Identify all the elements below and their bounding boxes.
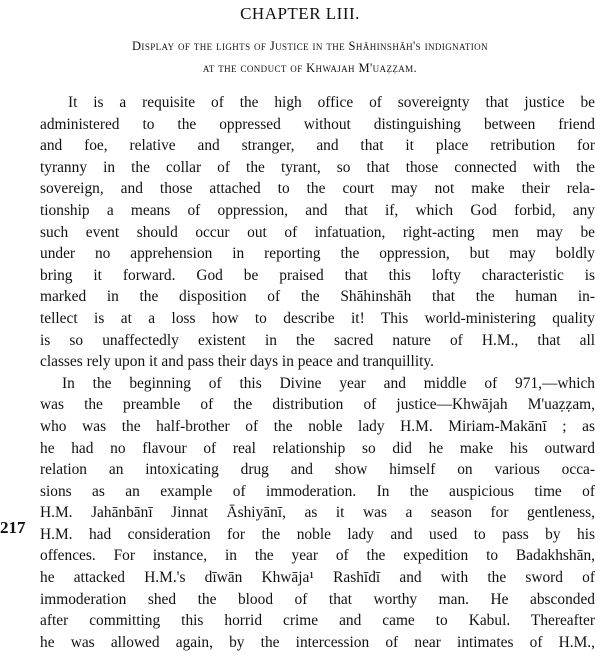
text-line: he attacked H.M.'s dīwān Khwāja¹ Rashīdī and with the sword of: [40, 569, 595, 587]
text-line: sions as an example of immoderation. In the auspicious time of: [40, 482, 595, 500]
text-line: bring it forward. God be praised that this lofty characteristic is: [40, 266, 595, 284]
text-line: he had no flavour of real relationship so did he make his outward: [40, 439, 595, 457]
chapter-heading-line-2: at the conduct of Khwajah M'uaẓẓam.: [202, 61, 418, 75]
text-line: H.M. Jahānbānī Jinnat Āshiyānī, as it was a season for gentleness,: [40, 504, 595, 522]
text-line: administered to the oppressed without distinguishing between friend: [40, 115, 595, 133]
text-line: tionship a means of oppression, and that if, which God forbid, any: [40, 201, 595, 219]
text-line: tellect is at a loss how to describe it! This world-ministering quality: [40, 309, 595, 327]
text-line: was the preamble of the distribution of justice—Khwājah M'uaẓẓam,: [40, 396, 595, 414]
text-line: marked in the disposition of the Shāhinshāh that the human in-: [40, 288, 595, 306]
text-line: It is a requisite of the high office of sovereignty that justice be: [68, 94, 595, 111]
body-text: [40, 92, 595, 653]
text-line: after committing this horrid crime and came to Kabul. Thereafter: [40, 612, 595, 630]
text-line: he was allowed again, by the intercession of near intimates of H.M.,: [40, 633, 595, 651]
text-line: such event should occur out of infatuation, right-acting men may be: [40, 223, 595, 241]
text-line: tyranny in the collar of the tyrant, so that those connected with the: [40, 158, 595, 176]
text-line: is so unaffectedly existent in the sacred nature of H.M., that all: [40, 331, 595, 349]
margin-page-number: 217: [0, 518, 26, 537]
text-line: relation an intoxicating drug and show himself on various occa-: [40, 461, 595, 479]
text-line: who was the half-brother of the noble lady H.M. Miriam-Makānī ; as: [40, 417, 595, 435]
text-line: In the beginning of this Divine year and middle of 971,—which: [62, 374, 595, 392]
chapter-heading-line-1: Display of the lights of Justice in the Shāhinshāh's indignation: [132, 39, 488, 53]
text-line: H.M. had consideration for the noble lady and used to pass by his: [40, 525, 595, 543]
text-line: and foe, relative and stranger, and that it place retribution for: [40, 137, 595, 155]
text-line: under no apprehension in reporting the oppression, but may boldly: [40, 245, 595, 263]
text-line: sovereign, and those attached to the court may not make their rela-: [40, 180, 595, 198]
text-line: classes rely upon it and pass their days in peace and tranquillity.: [40, 353, 434, 371]
text-line: offences. For instance, in the year of the expedition to Badakhshān,: [40, 547, 595, 565]
chapter-title: CHAPTER LIII.: [240, 4, 360, 23]
text-line: immoderation shed the blood of that worthy man. He absconded: [40, 590, 595, 608]
